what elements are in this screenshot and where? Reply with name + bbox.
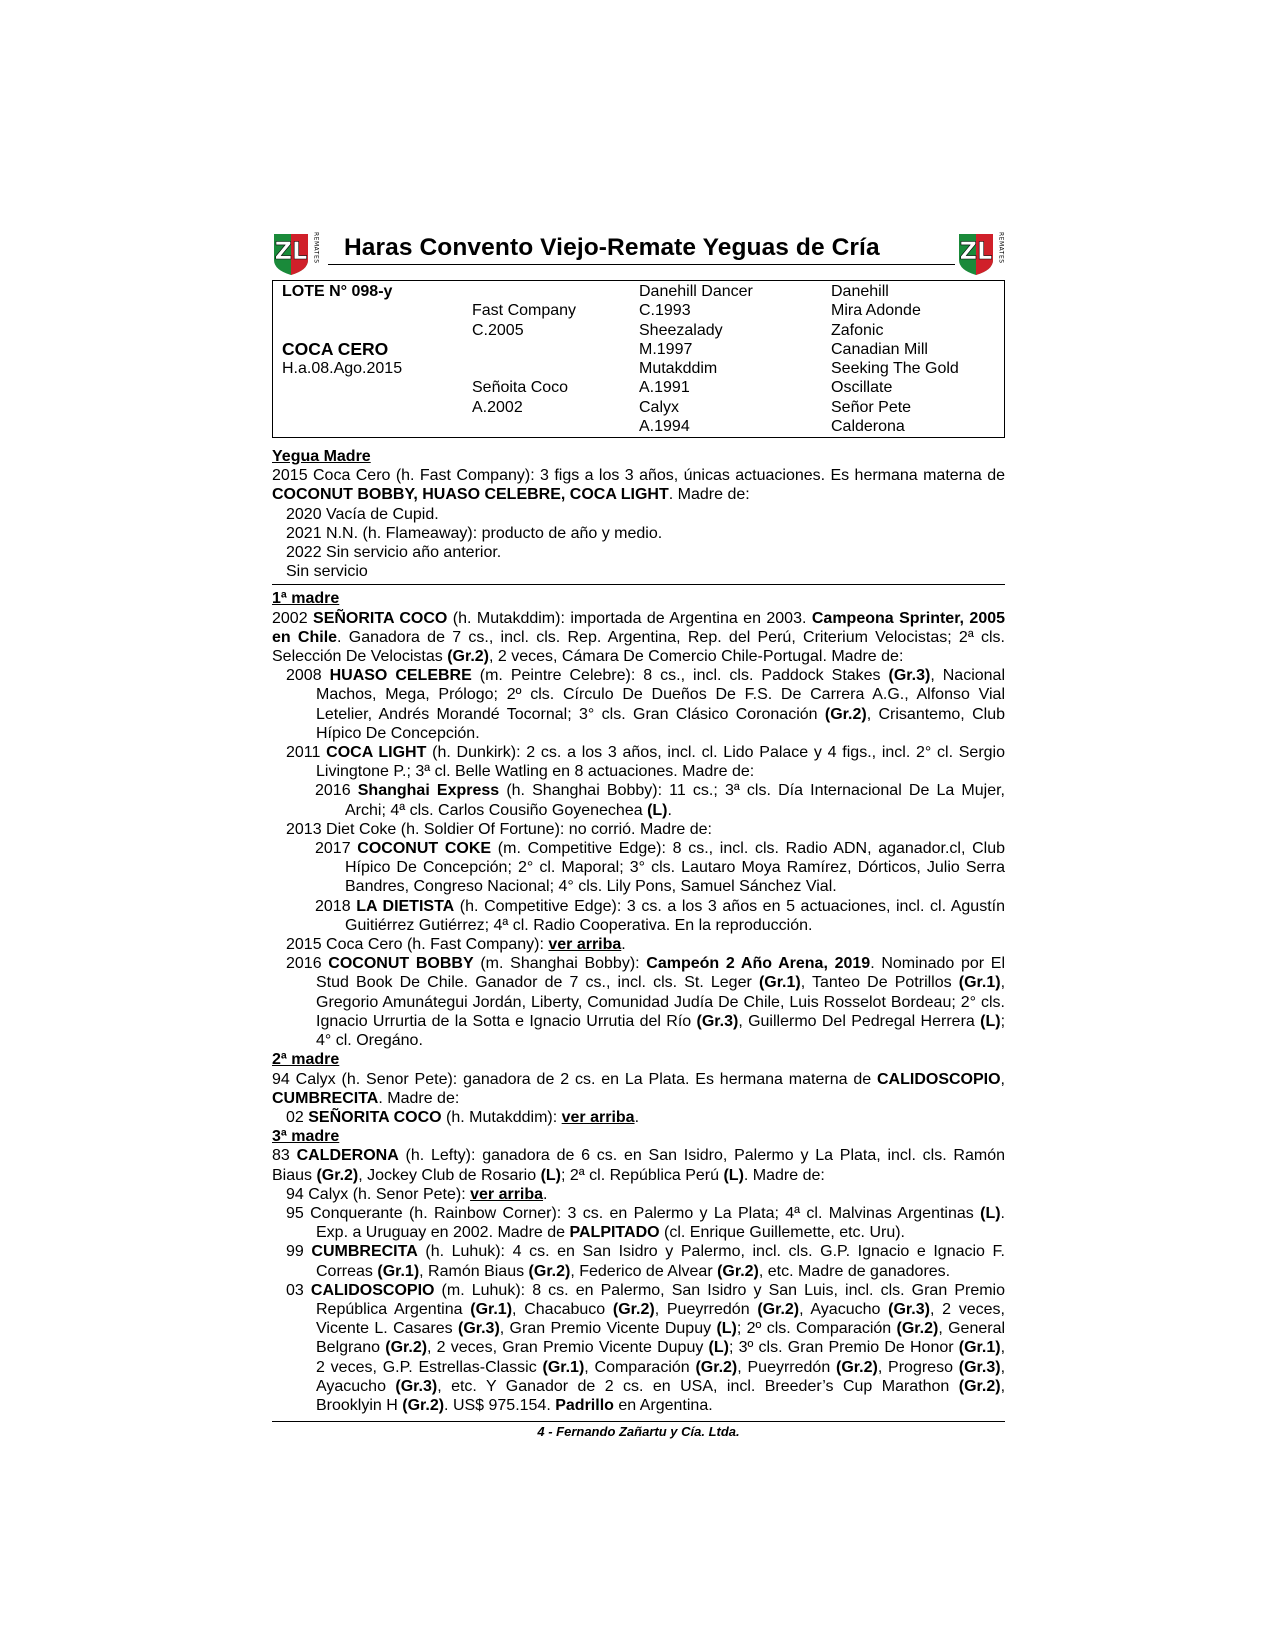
footer-divider — [272, 1421, 1005, 1422]
section-heading-yegua-madre: Yegua Madre — [272, 448, 371, 465]
pedigree-cell: Danehill — [831, 283, 889, 300]
offspring-coca-cero: 2015 Coca Cero (h. Fast Company): ver arriba. — [286, 936, 626, 954]
svg-text:REMATES: REMATES — [997, 232, 1005, 264]
zl-remates-logo-left-icon — [272, 226, 322, 276]
pedigree-cell: Oscillate — [831, 379, 893, 397]
dam-info: A.2002 — [472, 398, 523, 416]
offspring-cumbrecita: 99 CUMBRECITA (h. Luhuk): 4 cs. en San Isidro y Palermo, incl. cls. G.P. Ignacio e Ignacio F. Correas (Gr.1), Ramón Biaus (Gr.2), Federico de Alvear (Gr.2), etc. Madre de ganadores. — [286, 1243, 1005, 1280]
pedigree-cell: Mutakddim — [639, 360, 718, 378]
offspring-coconut-coke: 2017 COCONUT COKE (m. Competitive Edge): 8 cs., incl. cls. Radio ADN, aganador.cl, Club Hípico De Concepción; 2° cl. Maporal; 3° cls. Lautaro Moya Ramírez, Dórticos, Julio Serra Bandres, Congreso Nacional; 4° cls. Lily Pons, Samuel Sánchez Vial. — [315, 840, 1005, 896]
madre1-paragraph: 2002 SEÑORITA COCO (h. Mutakddim): importada de Argentina en 2003. Campeona Sprinter, 2005 en Chile. Ganadora de 7 cs., incl. cls. Rep. Argentina, Rep. del Perú, Criterium Velocistas; 2ª cls. Selección De Velocistas (Gr.2), 2 veces, Cámara De Comercio Chile-Portugal. Madre de: — [272, 609, 1006, 666]
offspring-huaso-celebre: 2008 HUASO CELEBRE (m. Peintre Celebre): 8 cs., incl. cls. Paddock Stakes (Gr.3), Nacional Machos, Mega, Prólogo; 2º cls. Círculo De Dueños De F.S. De Carrera A.G., Alfonso Vial Letelier, Andrés Morandé Tocornal; 3° cls. Gran Clásico Coronación (Gr.2), Crisantemo, Club Hípico De Concepción. — [286, 667, 1006, 742]
pedigree-cell: Zafonic — [831, 321, 884, 339]
pedigree-cell: Calyx — [639, 398, 680, 416]
offspring-la-dietista: 2018 LA DIETISTA (h. Competitive Edge): 3 cs. a los 3 años en 5 actuaciones, incl. cl. Agustín Guitiérrez Gutiérrez; 4ª cl. Radio Cooperativa. En la reproducción. — [315, 897, 1005, 934]
madre2-paragraph: 94 Calyx (h. Senor Pete): ganadora de 2 cs. en La Plata. Es hermana materna de CALIDOSCOPIO, CUMBRECITA. Madre de: — [272, 1070, 1005, 1107]
pedigree-col-horse — [282, 282, 402, 378]
pedigree-cell: Seeking The Gold — [831, 360, 959, 378]
pedigree-cell: Mira Adonde — [831, 302, 921, 320]
pedigree-col-grandparents — [639, 282, 753, 436]
section-heading-3a-madre: 3ª madre — [272, 1128, 340, 1146]
offspring-shanghai-express: 2016 Shanghai Express (h. Shanghai Bobby): 11 cs.; 3ª cls. Día Internacional De La Mujer, Archi; 4ª cls. Carlos Cousiño Goyenechea (L). — [315, 782, 1005, 819]
offspring-coconut-bobby: 2016 COCONUT BOBBY (m. Shanghai Bobby): Campeón 2 Año Arena, 2019. Nominado por El Stud Book De Chile. Ganador de 7 cs., incl. cls. St. Leger (Gr.1), Tanteo De Potrillos (Gr.1), Gregorio Amunátegui Jordán, Liberty, Comunidad Judía De Chile, Luis Rosselot Bordeau; 2° cls. Ignacio Urrurtia de la Sotta e Ignacio Urrutia del Río (Gr.3), Guillermo Del Pedregal Herrera (L); 4° cl. Oregáno. — [286, 955, 1006, 1050]
yegua-madre-intro: 2015 Coca Cero (h. Fast Company): 3 figs a los 3 años, únicas actuaciones. Es hermana materna de COCONUT BOBBY, HUASO CELEBRE, COCA LIGHT. Madre de: — [272, 467, 1005, 504]
list-item: Sin servicio — [286, 563, 368, 581]
document-body — [272, 447, 1005, 1415]
lot-number: LOTE N° 098-y — [282, 283, 393, 300]
pedigree-cell: C.1993 — [639, 302, 691, 320]
pedigree-table — [272, 280, 1005, 438]
horse-name: COCA CERO — [282, 338, 389, 359]
page-footer: 4 - Fernando Zañartu y Cía. Ltda. — [537, 1424, 740, 1440]
offspring-diet-coke: 2013 Diet Coke (h. Soldier Of Fortune): no corrió. Madre de: — [286, 820, 712, 838]
pedigree-cell: Sheezalady — [639, 321, 723, 339]
pedigree-col-parents — [472, 282, 576, 417]
svg-text:ZL: ZL — [274, 237, 308, 265]
list-item: 2021 N.N. (h. Flameaway): producto de año y medio. — [286, 524, 663, 542]
pedigree-cell: A.1991 — [639, 379, 690, 397]
offspring-calidoscopio: 03 CALIDOSCOPIO (m. Luhuk): 8 cs. en Palermo, San Isidro y San Luis, incl. cls. Gran Premio República Argentina (Gr.1), Chacabuco (Gr.2), Pueyrredón (Gr.2), Ayacucho (Gr.3), 2 veces, Vicente L. Casares (Gr.3), Gran Premio Vicente Dupuy (L); 2º cls. Comparación (Gr.2), General Belgrano (Gr.2), 2 veces, Gran Premio Vicente Dupuy (L); 3º cls. Gran Premio De Honor (Gr.1), 2 veces, G.P. Estrellas-Classic (Gr.1), Comparación (Gr.2), Pueyrredón (Gr.2), Progreso (Gr.3), Ayacucho (Gr.3), etc. Y Ganador de 2 cs. en USA, incl. Breeder’s Cup Marathon (Gr.2), Brooklyin H (Gr.2). US$ 975.154. Padrillo en Argentina. — [286, 1281, 1006, 1414]
page-title: Haras Convento Viejo-Remate Yeguas de Cría — [328, 234, 955, 265]
sire-name: Fast Company — [472, 302, 577, 320]
svg-text:REMATES: REMATES — [312, 232, 320, 264]
list-item: 2022 Sin servicio año anterior. — [286, 544, 502, 562]
madre3-paragraph: 83 CALDERONA (h. Lefty): ganadora de 6 cs. en San Isidro, Palermo y La Plata, incl. cls. Ramón Biaus (Gr.2), Jockey Club de Rosario (L); 2ª cl. República Perú (L). Madre de: — [272, 1147, 1005, 1184]
horse-birth: H.a.08.Ago.2015 — [282, 360, 403, 378]
page-header — [272, 226, 1005, 280]
pedigree-cell: Calderona — [831, 418, 905, 436]
pedigree-cell: M.1997 — [639, 340, 693, 358]
pedigree-cell: Canadian Mill — [831, 340, 928, 358]
offspring-calyx: 94 Calyx (h. Senor Pete): ver arriba. — [286, 1185, 548, 1203]
section-heading-2a-madre: 2ª madre — [272, 1051, 340, 1069]
offspring-coca-light: 2011 COCA LIGHT (h. Dunkirk): 2 cs. a los 3 años, incl. cl. Lido Palace y 4 figs., incl. 2° cl. Sergio Livingtone P.; 3ª cl. Belle Watling en 8 actuaciones. Madre de: — [286, 744, 1006, 781]
pedigree-col-great-grandparents — [831, 282, 959, 436]
offspring-conquerante: 95 Conquerante (h. Rainbow Corner): 3 cs. en Palermo y La Plata; 4ª cl. Malvinas Argentinas (L). Exp. a Uruguay en 2002. Madre de PALPITADO (cl. Enrique Guillemette, etc. Uru). — [286, 1204, 1005, 1242]
section-heading-1a-madre: 1ª madre — [272, 590, 340, 608]
zl-remates-logo-right-icon — [957, 226, 1007, 276]
list-item: 2020 Vacía de Cupid. — [286, 505, 439, 523]
pedigree-cell: Danehill Dancer — [639, 283, 753, 300]
section-divider — [272, 584, 1005, 585]
dam-name: Señoita Coco — [472, 379, 569, 397]
offspring-senorita-coco: 02 SEÑORITA COCO (h. Mutakddim): ver arriba. — [286, 1108, 640, 1126]
pedigree-cell: Señor Pete — [831, 398, 912, 416]
svg-text:ZL: ZL — [959, 237, 993, 265]
document-page — [272, 226, 1005, 1439]
sire-info: C.2005 — [472, 321, 524, 339]
pedigree-cell: A.1994 — [639, 418, 690, 436]
